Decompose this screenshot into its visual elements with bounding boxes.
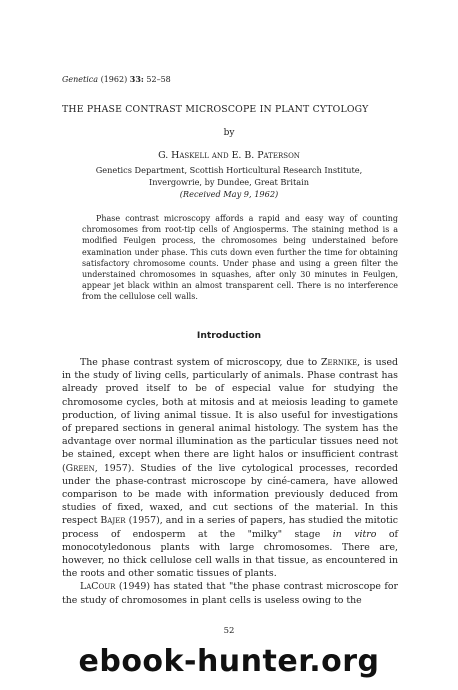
citation-lacour: LaCour [80,581,116,593]
citation-green: Green [65,462,95,474]
journal-reference [62,74,171,84]
citation-zernike: Zernike [321,357,358,368]
by-line: by [223,128,235,138]
journal-volume: 33: [129,74,144,84]
authors: G. Haskell and E. B. Paterson [158,150,300,161]
section-heading: Introduction [196,330,262,341]
watermark: ebook-hunter.org [78,644,380,679]
paragraph-2 [62,580,398,606]
text-run: The phase contrast system of microscopy, due to [80,357,322,368]
journal-name: Genetica [62,75,99,84]
journal-year: (1962) [100,75,128,84]
body-text [62,356,398,607]
received-date: (Received May 9, 1962) [179,189,279,199]
affiliation-line-2: Invergowrie, by Dundee, Great Britain [148,177,310,187]
text-run: , 1957). Studies of the live cytological processes, recorded under the phase-contrast microscope by ciné-camera, have allowed comparison to be made with information previously deduced from studies of fixed, waxed, and cut sections of the material. In this respect [62,462,398,527]
article-title: THE PHASE CONTRAST MICROSCOPE IN PLANT CYTOLOGY [62,104,369,115]
page-number: 52 [223,626,235,636]
journal-pages: 52–58 [146,75,171,84]
text-run: , is used in the study of living cells, particularly of animals. Phase contrast has already proved itself to be of especial value for studying the chromosome cycles, both at mitosis and at meiosis leading to gamete production, of living animal tissue. It is also useful for investigations of prepared sections in general animal histology. The system has the advantage over normal illumination as the particular tissues need not be stained, except when there are light halos or insufficient contrast ( [62,357,398,474]
text-run: of monocotyledonous plants with large chromosomes. There are, however, no thick cellulose cell walls in that tissue, as encountered in the roots and other somatic tissues of plants. [62,528,398,580]
paragraph-1 [62,356,398,580]
text-run: (1949) has stated that "the phase contrast microscope for the study of chromosomes in plant cells is useless owing to the [62,581,398,606]
abstract: Phase contrast microscopy affords a rapid and easy way of counting chromosomes from root-tip cells of Angiosperms. The staining method is a modified Feulgen process, the chromosomes being understained before examination under phase. This cuts down even further the time for obtaining satisfactory chromosome counts. Under phase and using a green filter the understained chromosomes in squashes, after only 30 minutes in Feulgen, appear jet black within an almost transparent cell. There is no interference from the cellulose cell walls. [82,214,398,302]
affiliation [0,164,458,200]
citation-bajer: Bajer [100,515,126,527]
text-run: (1957), and in a series of papers, has studied the mitotic process of endosperm at the "milky" stage [62,515,399,540]
affiliation-line-1: Genetics Department, Scottish Horticultural Research Institute, [95,165,363,175]
term-in-vitro: in vitro [332,528,377,540]
